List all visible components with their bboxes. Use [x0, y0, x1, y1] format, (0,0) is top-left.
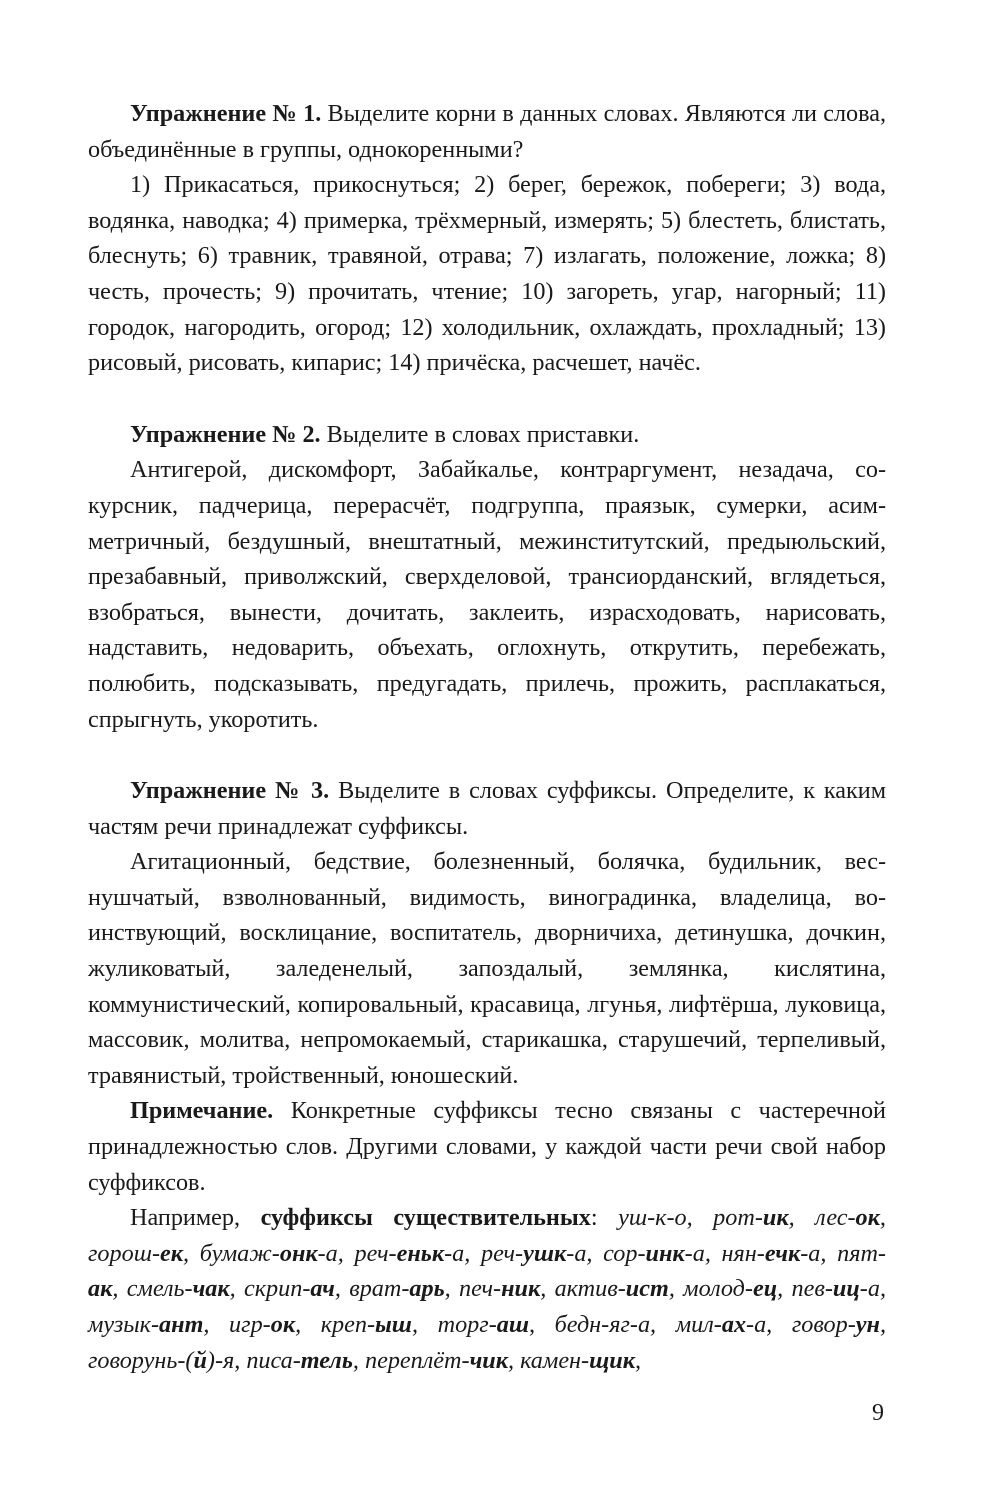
- suffix-highlight: ик: [762, 1204, 789, 1232]
- suffix-highlight: ист: [625, 1275, 669, 1303]
- exercise-3-task: Выделите в словах суффиксы. Определите, к каким частям речи принадлежат суффиксы.: [88, 777, 887, 840]
- suffix-highlight: аш: [496, 1311, 529, 1338]
- example-word-part: , говорунь-(: [88, 1311, 886, 1374]
- example-word-part: , молод-: [668, 1275, 753, 1303]
- example-word-part: -а, пят-: [800, 1239, 886, 1267]
- example-word-part: -а, нян-: [684, 1239, 765, 1267]
- suffix-highlight: арь: [409, 1275, 445, 1303]
- example-word-part: , игр-: [203, 1311, 271, 1338]
- suffix-highlight: чик: [469, 1346, 508, 1374]
- example-intro: Например,: [130, 1204, 261, 1232]
- example-paragraph: [88, 1200, 886, 1378]
- example-word-part: -а, сор-: [566, 1239, 646, 1267]
- suffix-highlight: й: [193, 1346, 207, 1374]
- example-word-part: -а, музык-: [88, 1275, 886, 1338]
- exercise-3-words: Агитационный, бедствие, болезненный, болячка, будильник, веснушчатый, взволнованный, видимость, виноградинка, владелица, воинствующий, восклицание, воспитатель, дворничиха, детинушка, дочкин, жуликоватый, заледенелый, запоздалый, землянка, кислятина, коммунистический, копировальный, красавица, лгунья, лифтёрша, луковица, массовик, молитва, непромокаемый, старикашка, старушечий, терпеливый, травянистый, тройственный, юношеский.: [88, 848, 886, 1089]
- example-word-part: , переплёт-: [352, 1346, 470, 1374]
- suffix-highlight: ун: [855, 1311, 880, 1338]
- suffix-highlight: тель: [300, 1346, 353, 1374]
- exercise-1-task: Выделите корни в данных словах. Являются ли слова, объединённые в группы, однокоренными?: [88, 100, 887, 163]
- suffix-highlight: ец: [752, 1275, 778, 1303]
- section-gap: [88, 381, 886, 417]
- suffix-highlight: ах: [721, 1311, 747, 1338]
- example-word-part: , камен-: [507, 1346, 590, 1374]
- suffix-highlight: ечк: [764, 1239, 801, 1267]
- example-word-part: , бедн-яг-а, мил-: [529, 1311, 722, 1338]
- suffix-highlight: ок: [270, 1311, 296, 1338]
- exercise-2-title: Упражнение № 2.: [130, 420, 321, 448]
- example-word-part: , врат-: [334, 1275, 410, 1303]
- page-text: [88, 96, 886, 1378]
- suffix-highlight: щик: [589, 1346, 635, 1374]
- example-heading: суффиксы существительных: [260, 1204, 591, 1232]
- suffix-highlight: иц: [832, 1275, 860, 1303]
- suffix-highlight: инк: [645, 1239, 685, 1267]
- suffix-highlight: ак: [88, 1275, 113, 1303]
- suffix-highlight: чак: [192, 1275, 230, 1303]
- suffix-highlight: ант: [159, 1311, 204, 1338]
- suffix-highlight: ушк: [523, 1239, 567, 1267]
- suffix-highlight: ач: [310, 1275, 335, 1303]
- example-word-part: , бумаж-: [183, 1239, 280, 1267]
- note-text: Конкретные суффиксы тесно связаны с частеречной принадлежностью слов. Другими словами, у каждой части речи свой набор суффиксов.: [88, 1097, 886, 1196]
- exercise-1-words: 1) Прикасаться, прикоснуться; 2) берег, бережок, побереги; 3) вода, водянка, наводка; 4) примерка, трёхмерный, измерять; 5) блестеть, блистать, блеснуть; 6) травник, травяной, отрава; 7) излагать, положение, ложка; 8) честь, прочесть; 9) прочитать, чтение; 10) загореть, угар, нагорный; 11) городок, нагородить, огород; 12) холодильник, охлаждать, прохладный; 13) рисовый, рисовать, кипарис; 14) причёска, расчешет, начёс.: [88, 171, 886, 377]
- exercise-1-heading: [88, 96, 886, 167]
- example-word-part: , смель-: [112, 1275, 193, 1303]
- note-title: Примечание.: [130, 1097, 274, 1125]
- exercise-3-heading: [88, 773, 886, 844]
- example-word-part: , актив-: [540, 1275, 626, 1303]
- suffix-highlight: онк: [279, 1239, 318, 1267]
- example-word-part: , торг-: [411, 1311, 497, 1338]
- suffix-highlight: ыш: [375, 1311, 412, 1338]
- example-word-part: , креп-: [295, 1311, 376, 1338]
- example-word-part: -а, реч-: [444, 1239, 524, 1267]
- suffix-highlight: ек: [160, 1239, 184, 1267]
- example-word-part: , печ-: [444, 1275, 502, 1303]
- suffix-highlight: ник: [501, 1275, 541, 1303]
- example-colon: :: [590, 1204, 619, 1232]
- example-word-part: , скрип-: [229, 1275, 311, 1303]
- exercise-2-heading: [88, 417, 886, 453]
- exercise-2-words: Антигерой, дискомфорт, Забайкалье, контраргумент, незадача, сокурсник, падчерица, перерасчёт, подгруппа, праязык, сумерки, асимметричный, бездушный, внештатный, межинститутский, предыюльский, презабавный, приволжский, сверхделовой, трансиорданский, вглядеться, взобраться, вынести, дочитать, заклеить, израсходовать, нарисовать, надставить, недоварить, объехать, оглохнуть, открутить, перебежать, полюбить, подсказывать, предугадать, прилечь, прожить, расплакаться, спрыгнуть, укоротить.: [88, 456, 886, 733]
- example-word-part: , пев-: [777, 1275, 833, 1303]
- example-word-part: -а, реч-: [317, 1239, 397, 1267]
- example-word-part: ,: [634, 1346, 642, 1374]
- example-word-part: )-я, писа-: [206, 1346, 301, 1374]
- example-word-part: , лес-: [788, 1204, 856, 1232]
- section-gap: [88, 737, 886, 773]
- example-word-part: , горош-: [88, 1204, 886, 1267]
- suffix-highlight: ок: [855, 1204, 880, 1232]
- note-paragraph: [88, 1093, 886, 1200]
- example-word-part: -а, говор-: [746, 1311, 856, 1338]
- exercise-1-title: Упражнение № 1.: [130, 100, 322, 127]
- example-word-part: уш-к-о, рот-: [618, 1204, 763, 1232]
- page-number: 9: [872, 1400, 884, 1426]
- suffix-highlight: еньк: [396, 1239, 445, 1267]
- exercise-3-title: Упражнение № 3.: [130, 777, 330, 805]
- exercise-2-task: Выделите в словах приставки.: [320, 420, 640, 448]
